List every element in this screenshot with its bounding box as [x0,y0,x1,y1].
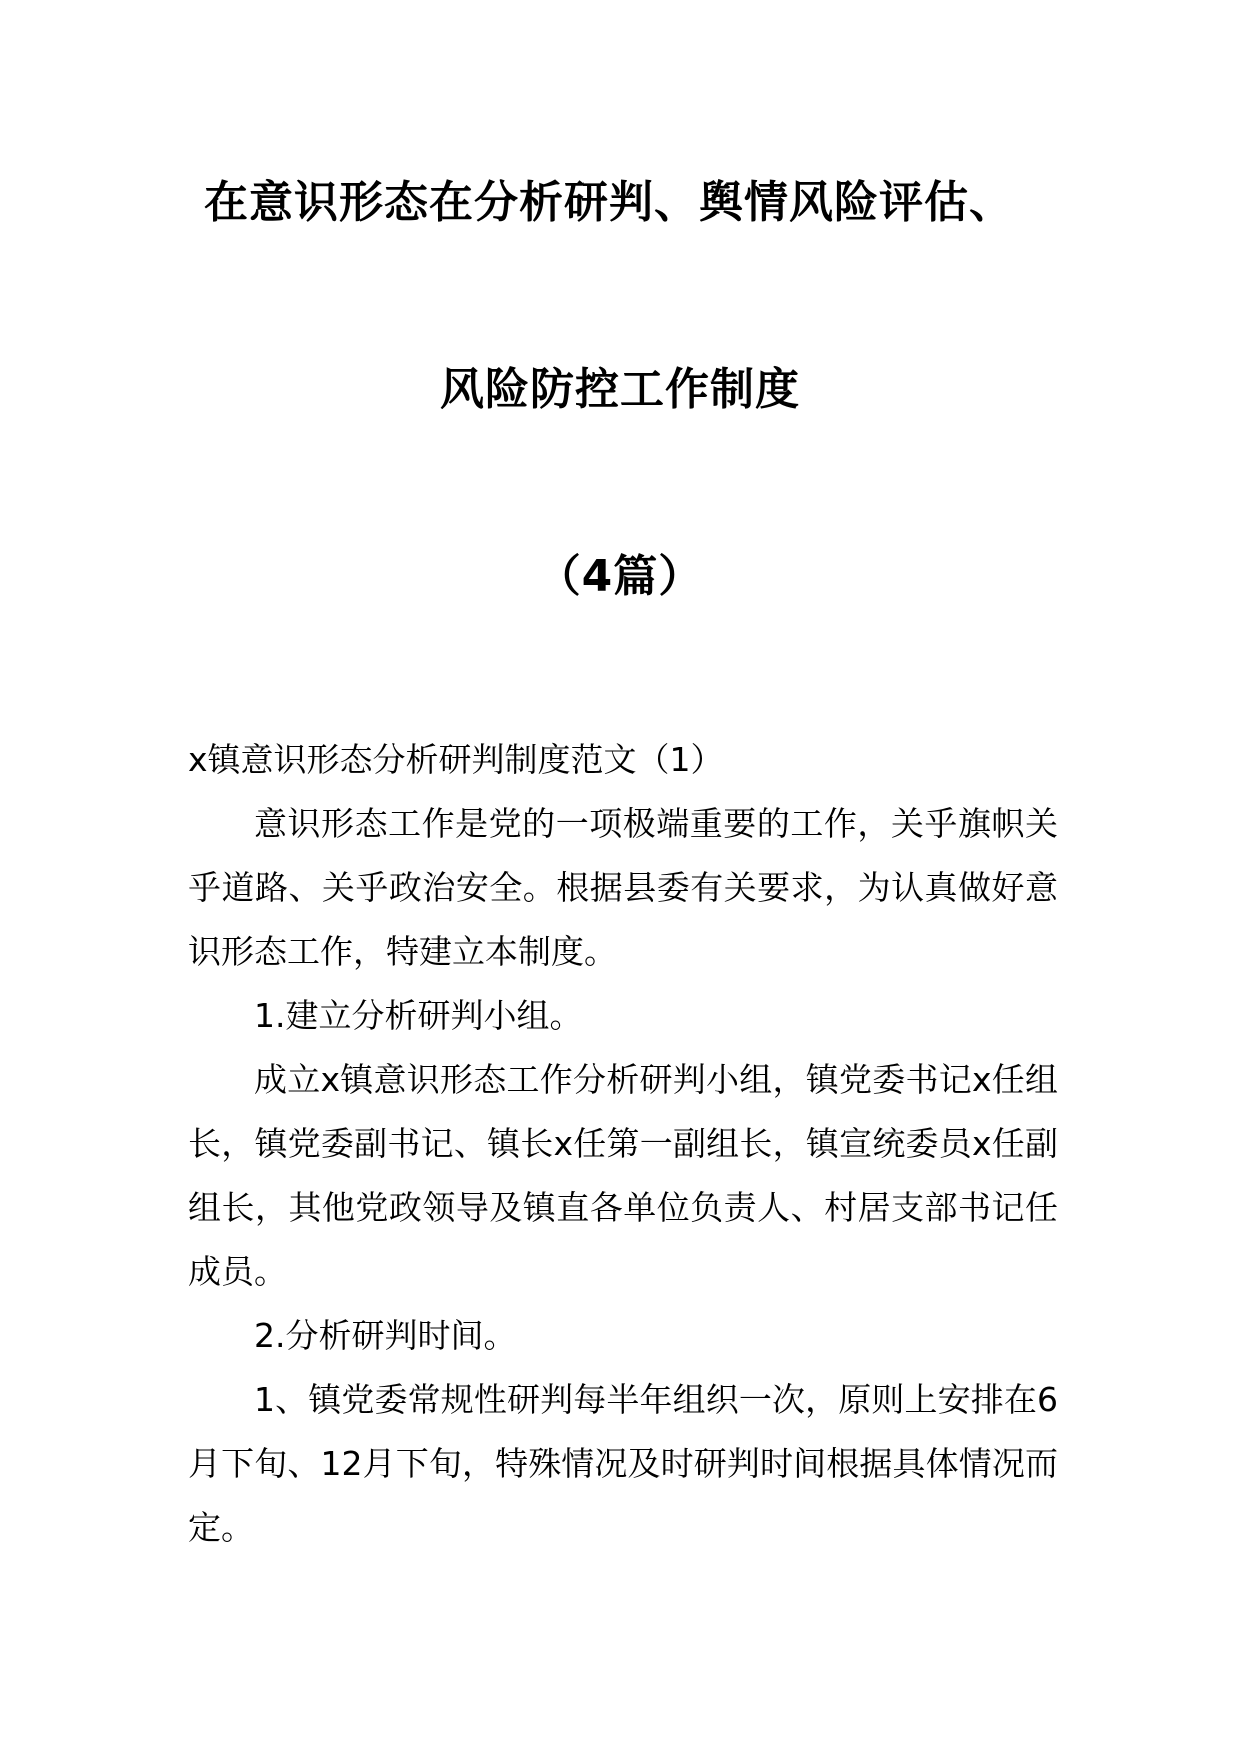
document-title-line-1: 在意识形态在分析研判、舆情风险评估、 [204,177,1014,228]
document-title-count: （4篇） [536,551,704,602]
document-body [188,728,1058,1560]
document-title-line-2: 风险防控工作制度 [440,364,800,415]
body-paragraph: 1、镇党委常规性研判每半年组织一次，原则上安排在6月下旬、12月下旬，特殊情况及时研判时间根据具体情况而定。 [188,1380,1058,1547]
subsection-heading: 2.分析研判时间。 [254,1316,517,1355]
body-paragraph: 意识形态工作是党的一项极端重要的工作，关乎旗帜关乎道路、关乎政治安全。根据县委有关要求，为认真做好意识形态工作，特建立本制度。 [188,804,1058,971]
section-heading: x镇意识形态分析研判制度范文（1） [188,740,724,779]
body-paragraph: 成立x镇意识形态工作分析研判小组，镇党委书记x任组长，镇党委副书记、镇长x任第一副组长，镇宣统委员x任副组长，其他党政领导及镇直各单位负责人、村居支部书记任成员。 [188,1060,1058,1291]
subsection-heading: 1.建立分析研判小组。 [254,996,583,1035]
